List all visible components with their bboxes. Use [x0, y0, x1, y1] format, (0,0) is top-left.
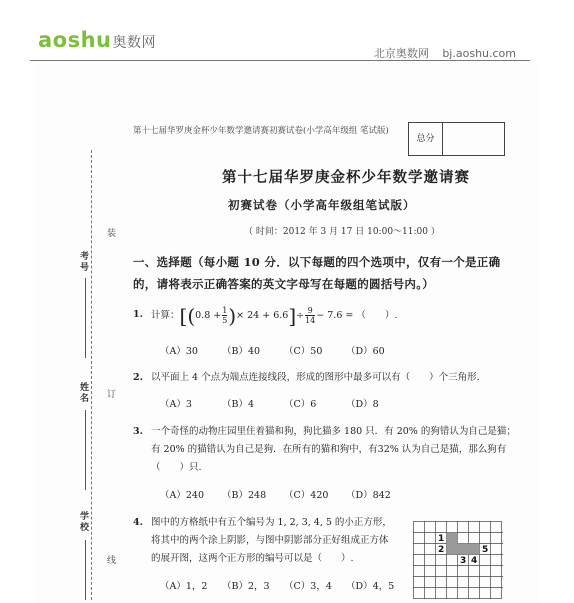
- formula-part-b: × 24 + 6.6: [236, 309, 289, 321]
- fraction-1-numerator: 1: [222, 306, 228, 315]
- formula-part-a: 0.8 +: [195, 309, 222, 321]
- exam-time: （ 时间：2012 年 3 月 17 日 10:00～11:00 ）: [244, 227, 440, 237]
- logo-text-aoshu: aoshu: [38, 28, 112, 52]
- logo-text-cn: 奥数网: [112, 35, 156, 51]
- option-a[interactable]: （A）240: [160, 490, 204, 501]
- question-3-options: [160, 487, 408, 501]
- formula-part-c: ÷: [296, 309, 305, 321]
- option-a[interactable]: （A）1，2: [160, 581, 208, 592]
- question-2-options: [160, 396, 408, 410]
- cell-label-1: 1: [438, 534, 445, 544]
- site-logo[interactable]: [38, 28, 156, 52]
- formula-close-bracket: ]: [288, 303, 297, 328]
- option-a[interactable]: （A）30: [160, 346, 198, 357]
- fraction-1-denominator: 5: [222, 316, 228, 325]
- formula-close-paren: ): [228, 303, 237, 328]
- binding-char-xian: 线: [107, 556, 117, 566]
- formula-fraction-2: [305, 306, 315, 325]
- exam-running-header: 第十七届华罗庚金杯少年数学邀请赛初赛试卷(小学高年级组 笔试版): [133, 126, 389, 136]
- header-divider: [30, 60, 530, 61]
- question-2-text: 以平面上 4 个点为端点连接线段，形成的图形中最多可以有（ ）个三角形.: [151, 372, 480, 383]
- formula-part-d: − 7.6 = （ ）.: [316, 309, 398, 321]
- shaded-cell: [458, 544, 469, 555]
- question-1-formula: [151, 303, 398, 328]
- score-label: 总分: [409, 123, 443, 155]
- option-a[interactable]: （A）3: [160, 399, 192, 410]
- section-heading: 一、选择题（每小题 10 分．以下每题的四个选项中，仅有一个是正确的，请将表示正确答案的英文字母写在每题的圆括号内。）: [133, 255, 501, 291]
- option-c[interactable]: （C）50: [284, 346, 323, 357]
- question-1-body: [151, 303, 523, 328]
- option-b[interactable]: （B）2，3: [222, 581, 270, 592]
- option-d[interactable]: （D）60: [346, 346, 385, 357]
- question-1: [133, 303, 523, 328]
- option-d[interactable]: （D）4，5: [346, 581, 395, 592]
- side-line-school: [85, 540, 86, 600]
- side-field-exam-no: 考号: [80, 252, 90, 273]
- formula-open-bracket: [(: [179, 303, 196, 328]
- formula-fraction-1: [222, 306, 227, 325]
- fraction-2-numerator: 9: [307, 306, 313, 315]
- option-c[interactable]: （C）6: [284, 399, 317, 410]
- cell-label-3: 3: [460, 556, 467, 566]
- option-c[interactable]: （C）420: [284, 490, 329, 501]
- shaded-cells: [447, 533, 480, 555]
- score-box: [408, 122, 505, 156]
- question-4-options: [160, 578, 408, 592]
- cell-label-5: 5: [482, 545, 489, 555]
- option-d[interactable]: （D）8: [346, 399, 379, 410]
- cube-net-grid-figure: [413, 521, 503, 599]
- side-field-name: 姓名: [80, 383, 90, 404]
- question-number: 3.: [133, 426, 143, 437]
- option-b[interactable]: （B）4: [222, 399, 255, 410]
- site-links: [364, 45, 516, 61]
- side-line-exam-no: [85, 278, 86, 358]
- question-number: 1.: [133, 309, 143, 320]
- question-3: [133, 423, 523, 477]
- binding-char-zhuang: 装: [107, 229, 117, 239]
- cell-label-2: 2: [438, 545, 445, 555]
- question-4: [133, 514, 395, 568]
- exam-subtitle: 初赛试卷（小学高年级组笔试版）: [228, 198, 416, 212]
- side-line-name: [85, 410, 86, 490]
- question-number: 4.: [133, 517, 143, 528]
- cell-label-4: 4: [471, 556, 478, 566]
- shaded-cell: [469, 544, 480, 555]
- option-b[interactable]: （B）248: [222, 490, 267, 501]
- question-4-text: 图中的方格纸中有五个编号为 1, 2, 3, 4, 5 的小正方形，将其中的两个涂上阴影，与图中阴影部分正好组成正方体的展开图，这两个正方形的编号可以是（ ）.: [151, 517, 392, 564]
- site-url-link[interactable]: bj.aoshu.com: [442, 47, 516, 60]
- shaded-cell: [447, 533, 458, 544]
- question-2: [133, 369, 523, 387]
- grid-lines: [413, 521, 503, 599]
- exam-title: 第十七届华罗庚金杯少年数学邀请赛: [222, 169, 470, 186]
- shaded-cell: [447, 544, 458, 555]
- site-name-link[interactable]: 北京奥数网: [373, 47, 429, 60]
- question-3-text: 一个奇怪的动物庄园里住着猫和狗，狗比猫多 180 只．有 20% 的狗错认为自己是猫；有 20% 的猫错认为自己是狗．在所有的猫和狗中，有32% 认为自己是猫，那么狗有（ ）只.: [151, 426, 516, 473]
- site-header: [0, 0, 574, 58]
- option-d[interactable]: （D）842: [346, 490, 391, 501]
- question-1-options: [160, 343, 408, 357]
- formula-prefix: 计算：: [151, 309, 180, 321]
- side-field-school: 学校: [80, 512, 90, 533]
- option-b[interactable]: （B）40: [222, 346, 261, 357]
- option-c[interactable]: （C）3，4: [284, 581, 332, 592]
- fraction-2-denominator: 14: [305, 316, 316, 325]
- question-number: 2.: [133, 372, 143, 383]
- binding-char-ding: 订: [107, 390, 117, 400]
